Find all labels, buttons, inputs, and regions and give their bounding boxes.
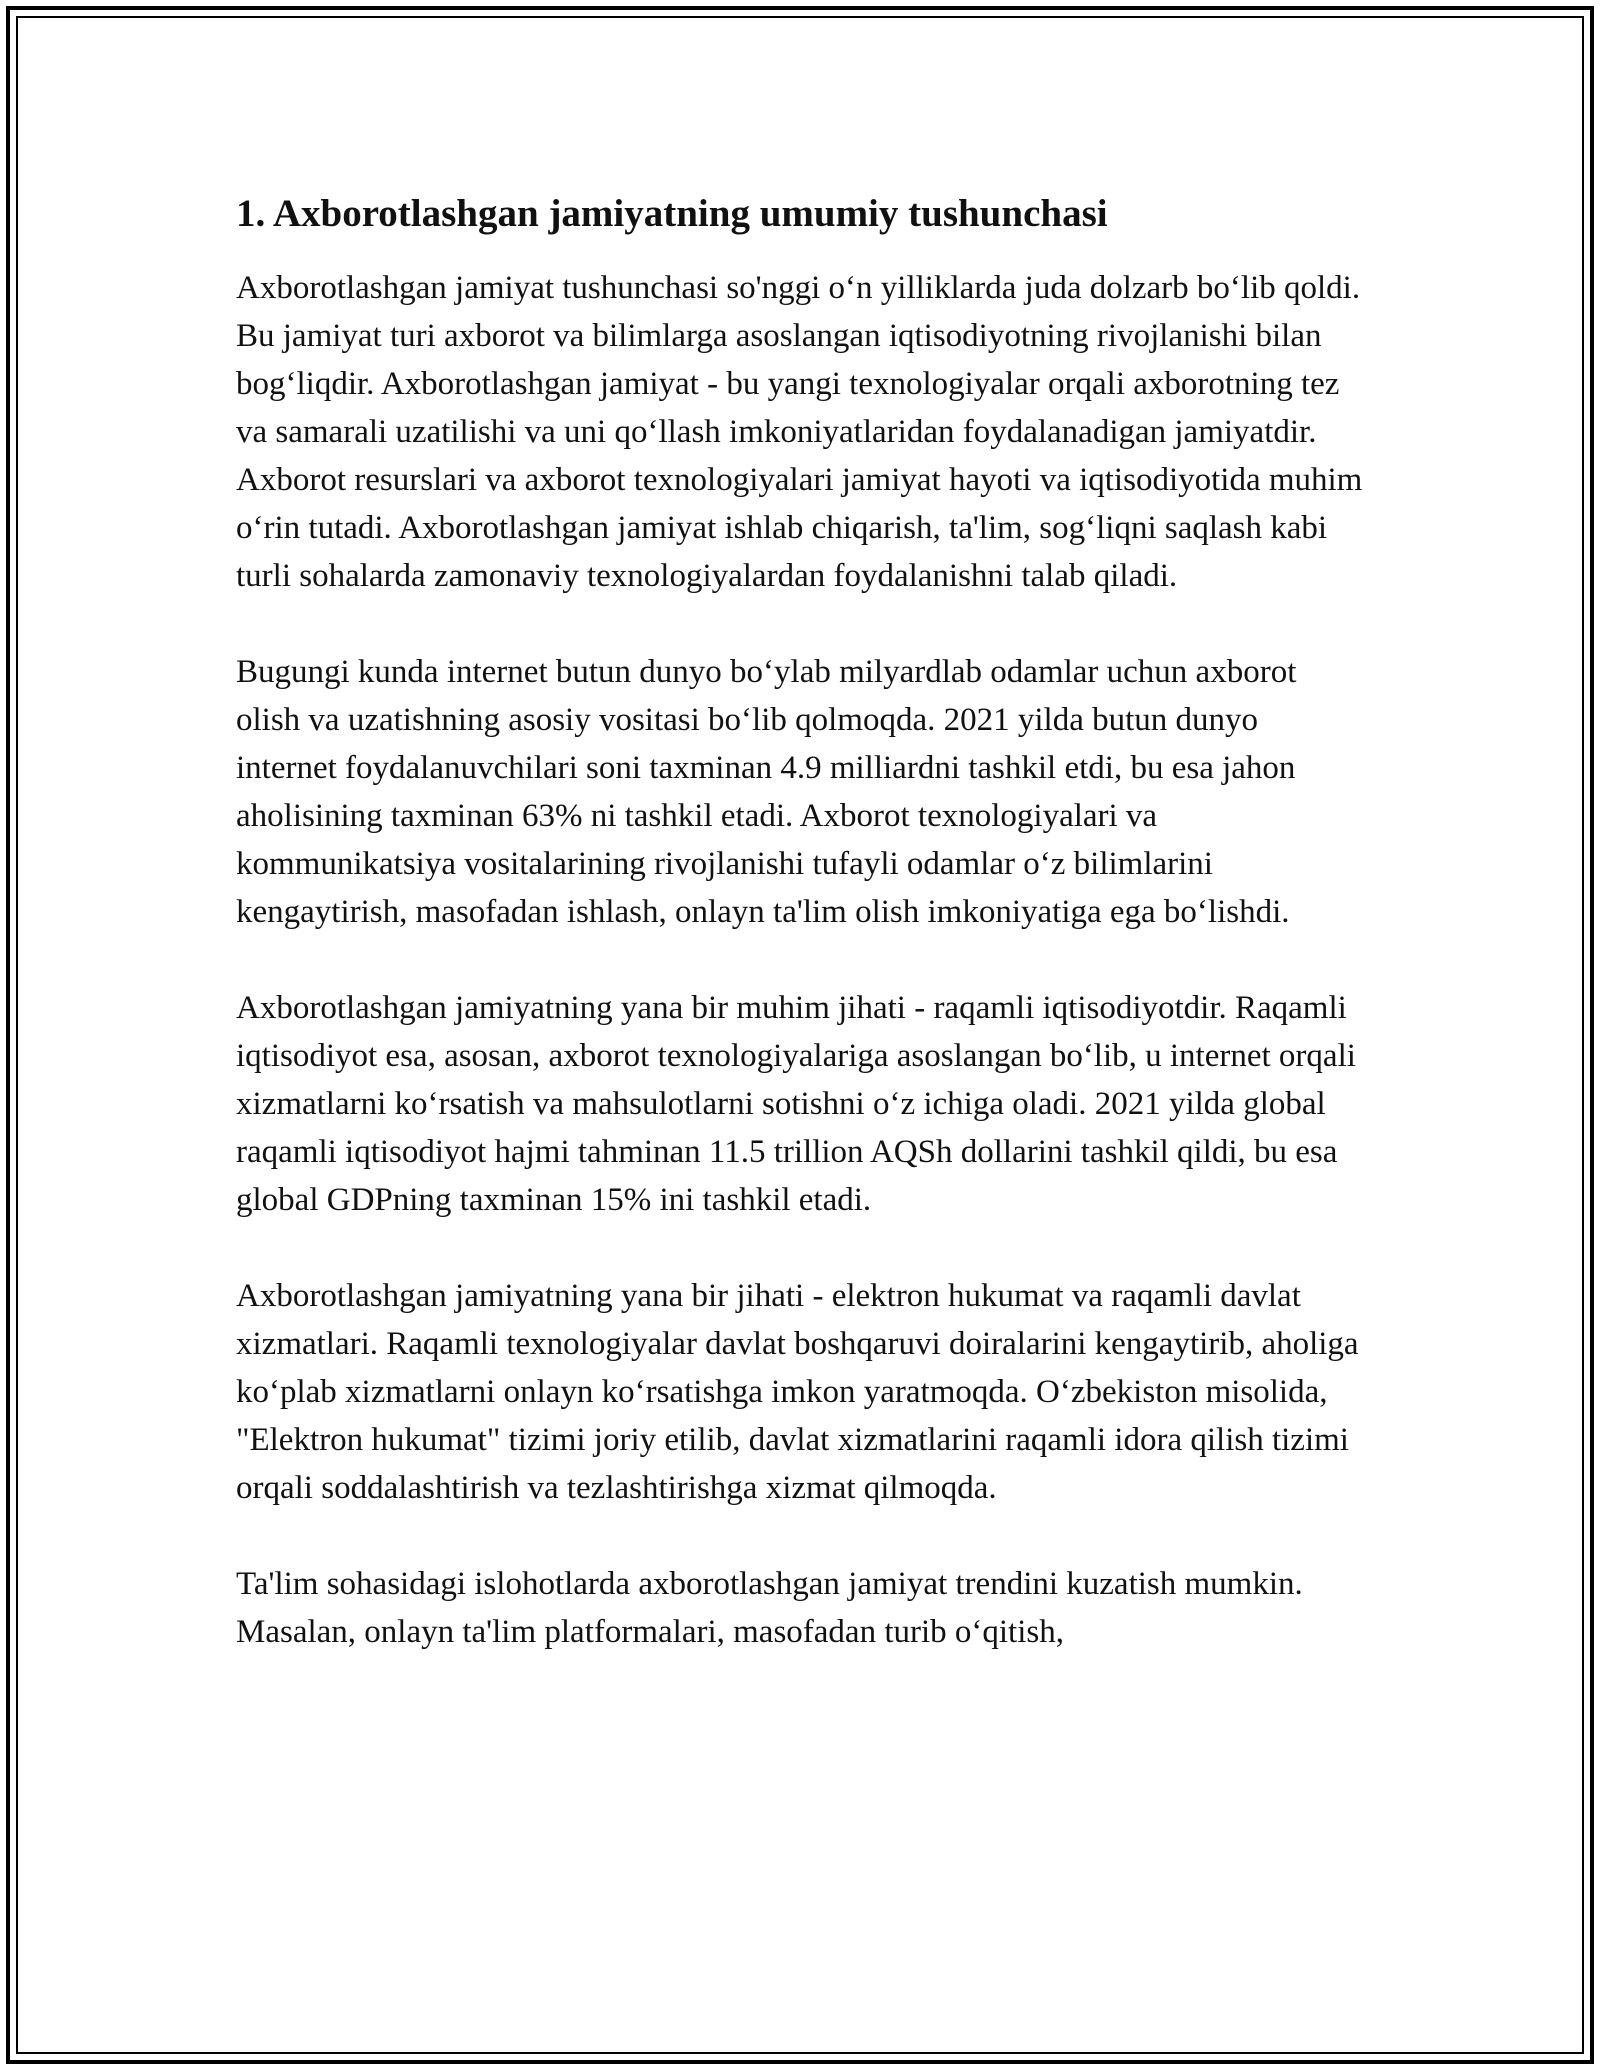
- paragraph-intro: Axborotlashgan jamiyat tushunchasi so'nggi o‘n yilliklarda juda dolzarb bo‘lib qoldi. Bu jamiyat turi axborot va bilimlarga asoslangan iqtisodiyotning rivojlanishi bilan bog‘liqdir. Axborotlashgan jamiyat - bu yangi texnologiyalar orqali axborotning tez va samarali uzatilishi va uni qo‘llash imkoniyatlaridan foydalanadigan jamiyatdir. Axborot resurslari va axborot texnologiyalari jamiyat hayoti va iqtisodiyotida muhim o‘rin tutadi. Axborotlashgan jamiyat ishlab chiqarish, ta'lim, sog‘liqni saqlash kabi turli sohalarda zamonaviy texnologiyalardan foydalanishni talab qiladi.: [236, 270, 1363, 594]
- section-heading: 1. Axborotlashgan jamiyatning umumiy tushunchasi: [236, 192, 1108, 235]
- paragraph-e-government: Axborotlashgan jamiyatning yana bir jihati - elektron hukumat va raqamli davlat xizmatlari. Raqamli texnologiyalar davlat boshqaruvi doiralarini kengaytirib, aholiga ko‘plab xizmatlarni onlayn ko‘rsatishga imkon yaratmoqda. O‘zbekiston misolida, "Elektron hukumat" tizimi joriy etilib, davlat xizmatlarini raqamli idora qilish tizimi orqali soddalashtirish va tezlashtirishga xizmat qilmoqda.: [236, 1278, 1359, 1506]
- paragraph-internet: Bugungi kunda internet butun dunyo bo‘ylab milyardlab odamlar uchun axborot olish va uzatishning asosiy vositasi bo‘lib qolmoqda. 2021 yilda butun dunyo internet foydalanuvchilari soni taxminan 4.9 milliardni tashkil etdi, bu esa jahon aholisining taxminan 63% ni tashkil etadi. Axborot texnologiyalari va kommunikatsiya vositalarining rivojlanishi tufayli odamlar o‘z bilimlarini kengaytirish, masofadan ishlash, onlayn ta'lim olish imkoniyatiga ega bo‘lishdi.: [236, 654, 1297, 930]
- document-body: [236, 186, 1366, 1704]
- paragraph-digital-economy: Axborotlashgan jamiyatning yana bir muhim jihati - raqamli iqtisodiyotdir. Raqamli iqtisodiyot esa, asosan, axborot texnologiyalariga asoslangan bo‘lib, u internet orqali xizmatlarni ko‘rsatish va mahsulotlarni sotishni o‘z ichiga oladi. 2021 yilda global raqamli iqtisodiyot hajmi tahminan 11.5 trillion AQSh dollarini tashkil qildi, bu esa global GDPning taxminan 15% ini tashkil etadi.: [236, 990, 1356, 1218]
- paragraph-education: Ta'lim sohasidagi islohotlarda axborotlashgan jamiyat trendini kuzatish mumkin. Masalan, onlayn ta'lim platformalari, masofadan turib o‘qitish,: [236, 1566, 1303, 1650]
